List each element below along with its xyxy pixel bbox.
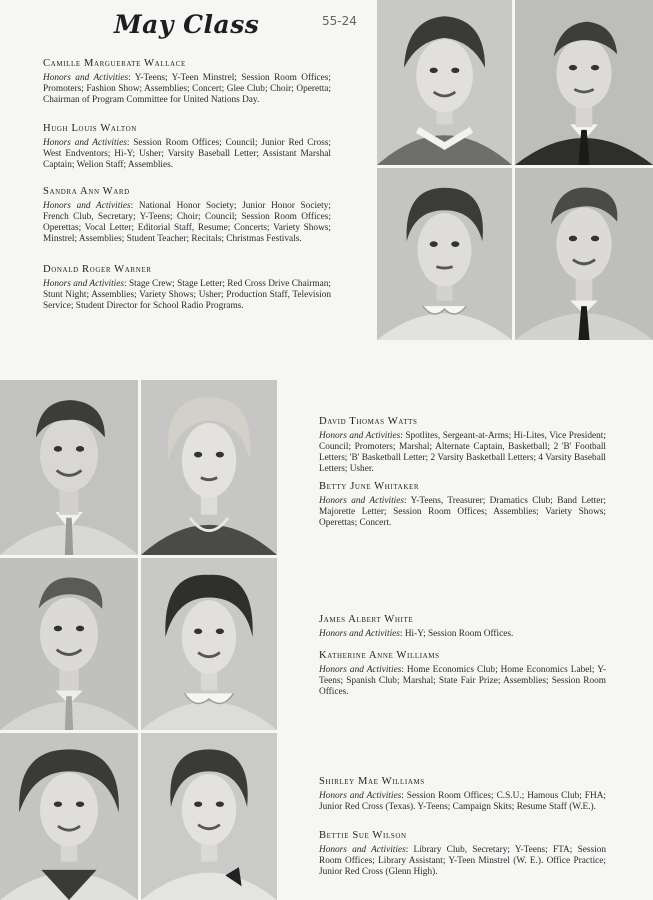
student-activities: National Honor Society; Junior Honor Society; French Club, Secretary; Y-Teens; Choir; Council; Session Room Offices; Operettas; Vocal Letter; Editorial Staff, Resume; Concerts; Variety Shows; Minstrel; Assemblies; Student Teacher; Recitals; Christmas Festivals.	[43, 201, 331, 244]
portrait-photo	[377, 168, 512, 340]
student-name: Betty June Whitaker	[319, 481, 420, 492]
student-entry: Betty June Whitaker Honors and Activities: Y-Teens, Treasurer; Dramatics Club; Band Letter; Majorette Letter; Session Room Offices; Assemblies; Variety Shows; Operettas; Concert.	[319, 481, 607, 528]
activities-label: Honors and Activities	[319, 496, 404, 506]
student-name: Camille Marguerate Wallace	[43, 58, 186, 69]
activities-label: Honors and Activities	[319, 629, 400, 639]
student-activities: Y-Teens, Treasurer; Dramatics Club; Band Letter; Majorette Letter; Session Room Offices; Assemblies; Variety Shows; Operettas; Concert.	[319, 496, 607, 528]
student-entry: Camille Marguerate Wallace Honors and Activities: Y-Teens; Y-Teen Minstrel; Session Room Offices; Promoters; Fashion Show; Assemblies; Concert; Glee Club; Choir; Operetta; Chairman of Program Committee for United Nations Day.	[43, 58, 331, 105]
portrait-photo	[515, 168, 653, 340]
student-name: Hugh Louis Walton	[43, 123, 137, 134]
student-entry: James Albert White Honors and Activities: Hi-Y; Session Room Offices.	[319, 614, 606, 640]
portrait-photo	[0, 558, 138, 730]
page-title: May Class	[114, 10, 260, 39]
portrait-photo	[141, 558, 277, 730]
page-number: 55-24	[322, 14, 357, 28]
portrait-photo	[377, 0, 512, 165]
student-entry: Sandra Ann Ward Honors and Activities: National Honor Society; Junior Honor Society; French Club, Secretary; Y-Teens; Choir; Council; Session Room Offices; Operettas; Vocal Letter; Editorial Staff, Resume; Concerts; Variety Shows; Minstrel; Assemblies; Student Teacher; Recitals; Christmas Festivals.	[43, 186, 331, 244]
activities-label: Honors and Activities	[43, 279, 125, 289]
student-entry: Donald Roger Warner Honors and Activities: Stage Crew; Stage Letter; Red Cross Drive Chairman; Stunt Night; Assemblies; Variety Shows; Usher; Production Staff, Television Service; Student Director for School Radio Programs.	[43, 264, 331, 311]
student-name: Shirley Mae Williams	[319, 776, 425, 787]
activities-label: Honors and Activities	[43, 73, 129, 83]
activities-label: Honors and Activities	[43, 138, 127, 148]
student-name: Katherine Anne Williams	[319, 650, 440, 661]
student-entry: Hugh Louis Walton Honors and Activities: Session Room Offices; Council; Junior Red Cross; West Endventors; Hi-Y; Usher; Varsity Baseball Letter; Assistant Marshal Captain; Welion Staff; Assemblies.	[43, 123, 331, 170]
student-entry: Shirley Mae Williams Honors and Activities: Session Room Offices; C.S.U.; Hamous Club; FHA; Junior Red Cross (Texas). Y-Teens; Campaign Skits; Resume Staff (W.E.).	[319, 776, 606, 812]
student-name: David Thomas Watts	[319, 416, 418, 427]
portrait-photo	[515, 0, 653, 165]
student-name: Sandra Ann Ward	[43, 186, 130, 197]
activities-label: Honors and Activities	[319, 431, 401, 441]
student-name: Donald Roger Warner	[43, 264, 152, 275]
student-activities: Session Room Offices; C.S.U.; Hamous Club; FHA; Junior Red Cross (Texas). Y-Teens; Campaign Skits; Resume Staff (W.E.).	[319, 791, 606, 812]
student-name: Bettie Sue Wilson	[319, 830, 407, 841]
student-activities: Y-Teens; Y-Teen Minstrel; Session Room Offices; Promoters; Fashion Show; Assemblies; Concert; Glee Club; Choir; Operetta; Chairman of Program Committee for United Nations Day.	[43, 73, 331, 105]
activities-label: Honors and Activities	[319, 665, 402, 675]
student-activities: Hi-Y; Session Room Offices.	[404, 629, 514, 639]
student-name: James Albert White	[319, 614, 414, 625]
activities-label: Honors and Activities	[43, 201, 131, 211]
student-entry: Bettie Sue Wilson Honors and Activities: Library Club, Secretary; Y-Teens; FTA; Session Room Offices; Library Assistant; Y-Teen Minstrel (W. E.). Office Practice; Junior Red Cross (Glenn High).	[319, 830, 606, 877]
student-activities: Home Economics Club; Home Economics Label; Y-Teens; Spanish Club; Marshal; State Fair Prize; Assemblies; Session Room Offices.	[319, 665, 606, 697]
activities-label: Honors and Activities	[319, 791, 402, 801]
student-entry: Katherine Anne Williams Honors and Activities: Home Economics Club; Home Economics Label; Y-Teens; Spanish Club; Marshal; State Fair Prize; Assemblies; Session Room Offices.	[319, 650, 606, 697]
portrait-photo	[141, 380, 277, 555]
student-activities: Session Room Offices; Council; Junior Red Cross; West Endventors; Hi-Y; Usher; Varsity Baseball Letter; Assistant Marshal Captain; Welion Staff; Assemblies.	[43, 138, 331, 170]
student-activities: Spotlites, Sergeant-at-Arms; Hi-Lites, Vice President; Council; Promoters; Marshal; Alternate Captain, Basketball; 2 'B' Football Letters; 'B' Basketball Letter; 2 Varsity Basketball Letters; 4 Varsity Baseball Letters; Usher.	[319, 431, 606, 474]
student-activities: Stage Crew; Stage Letter; Red Cross Drive Chairman; Stunt Night; Assemblies; Variety Shows; Usher; Production Staff, Television Service; Student Director for School Radio Programs.	[43, 279, 331, 311]
portrait-photo	[0, 380, 138, 555]
portrait-photo	[141, 733, 277, 900]
activities-label: Honors and Activities	[319, 845, 406, 855]
student-activities: Library Club, Secretary; Y-Teens; FTA; Session Room Offices; Library Assistant; Y-Teen Minstrel (W. E.). Office Practice; Junior Red Cross (Glenn High).	[319, 845, 606, 877]
student-entry: David Thomas Watts Honors and Activities: Spotlites, Sergeant-at-Arms; Hi-Lites, Vice President; Council; Promoters; Marshal; Alternate Captain, Basketball; 2 'B' Football Letters; 'B' Basketball Letter; 2 Varsity Basketball Letters; 4 Varsity Baseball Letters; Usher.	[319, 416, 606, 474]
portrait-photo	[0, 733, 138, 900]
